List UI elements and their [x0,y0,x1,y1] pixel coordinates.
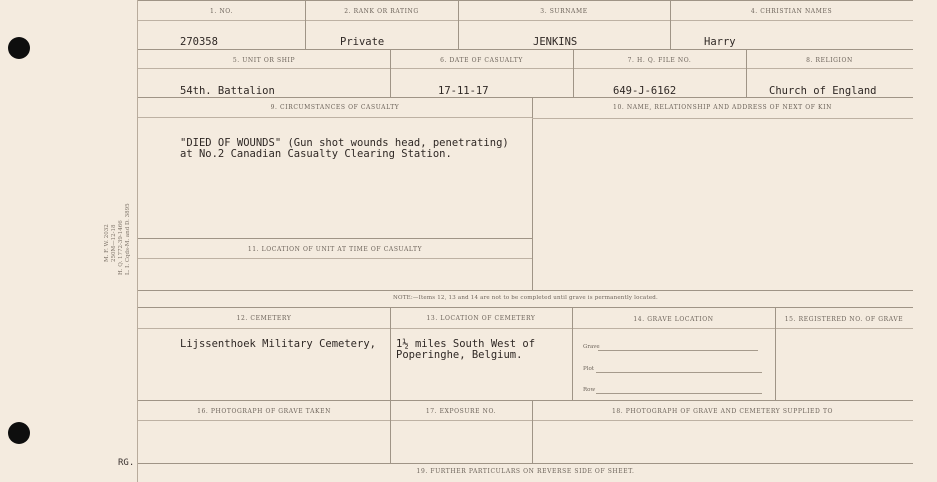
punch-hole [8,37,30,59]
rule [138,307,913,308]
label-registered-no: 15. REGISTERED NO. OF GRAVE [784,316,904,323]
grave-sublabel: Grave [583,344,600,350]
rule [596,393,762,394]
rule [138,400,913,401]
side-code: 250M—12-18 [111,224,117,262]
label-surname: 3. SURNAME [540,8,588,15]
unit-value: 54th. Battalion [180,85,275,97]
row-sublabel: Row [583,387,596,393]
cemetery-value: Lijssenthoek Military Cemetery, [180,338,376,350]
surname-value: JENKINS [533,36,578,48]
label-exposure-no: 17. EXPOSURE NO. [425,408,497,415]
service-number: 270358 [180,36,218,48]
circumstances-line: "DIED OF WOUNDS" (Gun shot wounds head, penetrating) [180,137,509,149]
rule [138,68,913,69]
label-no: 1. NO. [210,8,233,15]
circumstances-line: at No.2 Canadian Casualty Clearing Station. [180,148,452,160]
rule [596,372,762,373]
label-date: 6. DATE OF CASUALTY [440,57,523,64]
label-circumstances: 9. CIRCUMSTANCES OF CASUALTY [270,104,400,111]
rule [138,258,532,259]
christian-value: Harry [704,36,736,48]
rg-mark: RG. [118,458,135,468]
rule [138,97,913,98]
religion-value: Church of England [769,85,877,97]
rank-value: Private [340,36,385,48]
cemetery-location-line: 1½ miles South West of [396,338,536,350]
note-text: NOTE:—Items 12, 13 and 14 are not to be completed until grave is permanently located. [393,295,658,301]
label-rank: 2. RANK OR RATING [344,8,419,15]
label-grave-location: 14. GRAVE LOCATION [633,316,714,323]
rule [138,463,913,464]
rule [138,0,913,1]
label-hq: 7. H. Q. FILE NO. [627,57,692,64]
footer-note: 19. FURTHER PARTICULARS ON REVERSE SIDE OF SHEET. [416,468,635,475]
rule [138,420,913,421]
rule [138,117,532,118]
plot-sublabel: Plot [583,366,594,372]
rule [138,20,913,21]
label-christian: 4. CHRISTIAN NAMES [750,8,833,15]
date-value: 17-11-17 [438,85,489,97]
label-next-of-kin: 10. NAME, RELATIONSHIP AND ADDRESS OF NEXT OF KIN [613,104,832,111]
label-unit: 5. UNIT OR SHIP [232,57,296,64]
cemetery-location-line: Poperinghe, Belgium. [396,349,523,361]
rule [598,350,758,351]
label-photograph-taken: 16. PHOTOGRAPH OF GRAVE TAKEN [197,408,331,415]
rule [138,290,913,291]
label-religion: 8. RELIGION [806,57,853,64]
rule [138,238,532,239]
hq-file-value: 649-J-6162 [613,85,677,97]
side-code: M. F. W. 2032 [104,224,110,262]
rule [532,118,913,119]
side-code: H. Q. 1772-39-1466 [118,220,124,275]
label-cemetery: 12. CEMETERY [236,315,292,322]
side-code: L. I. Cqds-M. and D. 3895 [125,203,131,275]
label-location-of-cemetery: 13. LOCATION OF CEMETERY [426,315,536,322]
punch-hole [8,422,30,444]
label-location-of-unit: 11. LOCATION OF UNIT AT TIME OF CASUALTY [247,246,423,253]
rule [532,97,533,290]
label-photograph-supplied: 18. PHOTOGRAPH OF GRAVE AND CEMETERY SUPPLIED TO [611,408,834,415]
rule [138,49,913,50]
rule [138,328,913,329]
